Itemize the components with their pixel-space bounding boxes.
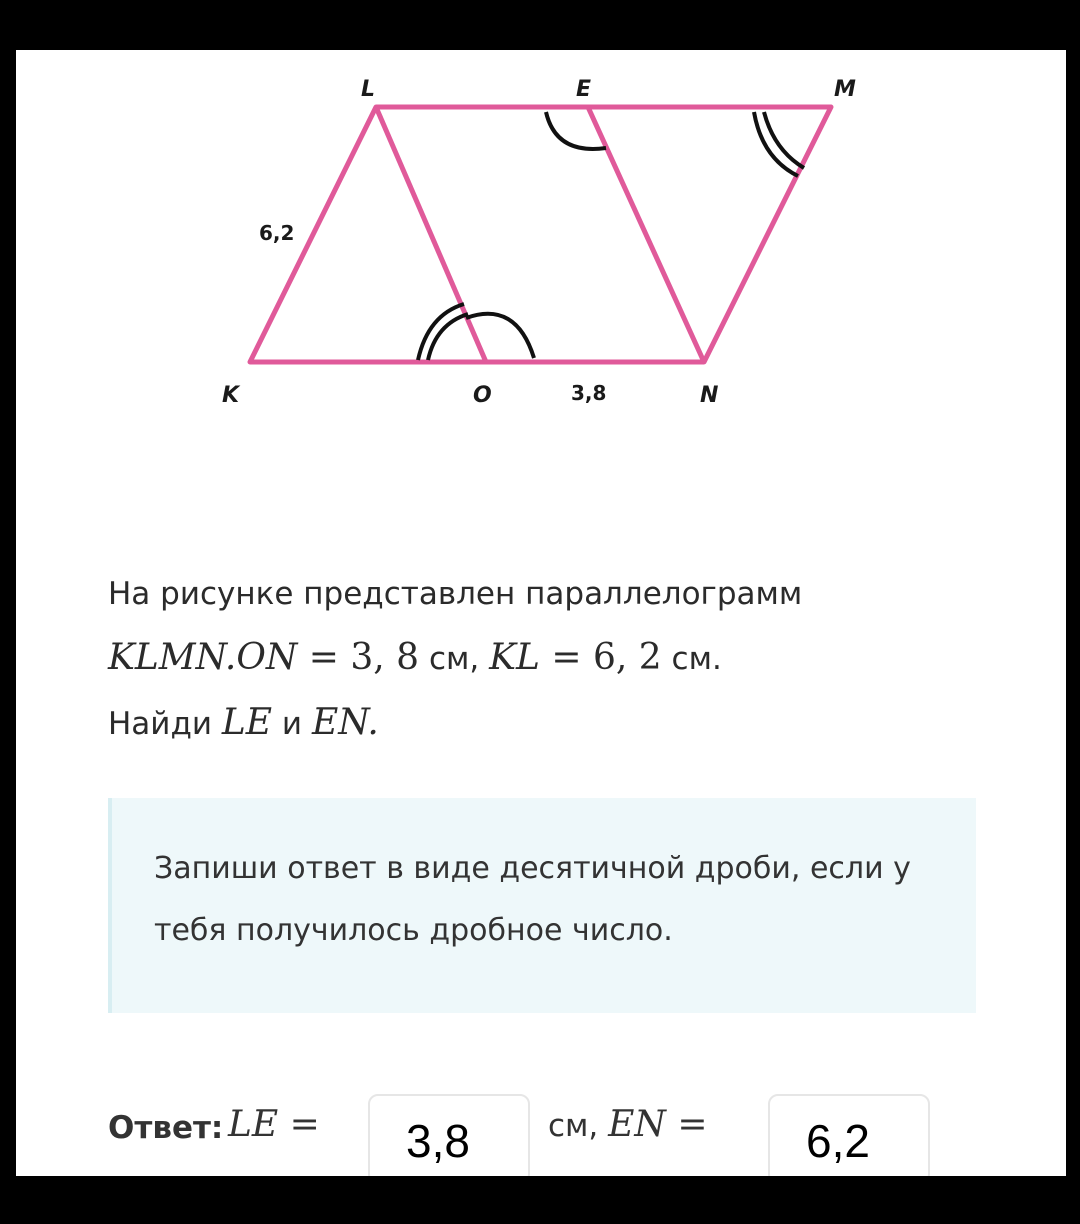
math-eq-2: =	[539, 637, 593, 678]
task-card	[16, 50, 1066, 1176]
problem-line-1: На рисунке представлен параллелограмм	[108, 576, 803, 612]
vertex-label-e: E	[576, 77, 592, 102]
hint-box	[108, 798, 976, 1013]
problem-statement	[108, 562, 1008, 756]
side-label-kl: 6,2	[259, 221, 295, 245]
side-label-on: 3,8	[571, 381, 607, 405]
problem-line-2	[108, 626, 1008, 691]
answer-row	[108, 1090, 1048, 1176]
value-kl: 6, 2	[592, 637, 662, 678]
segment-lo	[376, 107, 486, 362]
answer-en-expr: EN =	[608, 1104, 708, 1145]
hint-text: Запиши ответ в виде десятичной дроби, если у тебя получилось дробное число.	[154, 851, 911, 948]
find-text: Найди	[108, 706, 222, 742]
parallelogram-figure	[16, 50, 1066, 480]
value-on: 3, 8	[350, 637, 420, 678]
math-period: .	[367, 702, 379, 743]
math-klmn: KLMN	[108, 637, 225, 678]
answer-unit-en-group	[548, 1104, 708, 1145]
answer-label: Ответ:	[108, 1110, 224, 1146]
unit-cm-1: см,	[419, 641, 490, 677]
math-on: ON	[236, 637, 298, 678]
vertex-label-o: O	[473, 383, 492, 408]
unit-cm-2: см.	[661, 641, 722, 677]
math-dot: .	[224, 637, 237, 678]
answer-en-input[interactable]: 6,2	[768, 1094, 930, 1176]
angle-arc-m-outer	[764, 112, 804, 168]
problem-line-3	[108, 691, 1008, 756]
vertex-label-n: N	[700, 383, 719, 408]
answer-le-input[interactable]: 3,8	[368, 1094, 530, 1176]
math-eq-1: =	[297, 637, 351, 678]
and-text: и	[272, 706, 312, 742]
parallelogram-klmn	[250, 107, 831, 362]
segment-en	[588, 107, 704, 362]
angle-arc-o-left-inner	[428, 314, 468, 360]
math-le: LE	[221, 702, 273, 743]
math-kl: KL	[489, 637, 540, 678]
vertex-label-k: K	[222, 383, 240, 408]
answer-le-expr: LE =	[228, 1104, 320, 1145]
math-en: EN	[311, 702, 368, 743]
vertex-label-m: M	[834, 77, 856, 102]
vertex-label-l: L	[361, 77, 376, 102]
answer-unit-cm: см,	[548, 1108, 599, 1144]
